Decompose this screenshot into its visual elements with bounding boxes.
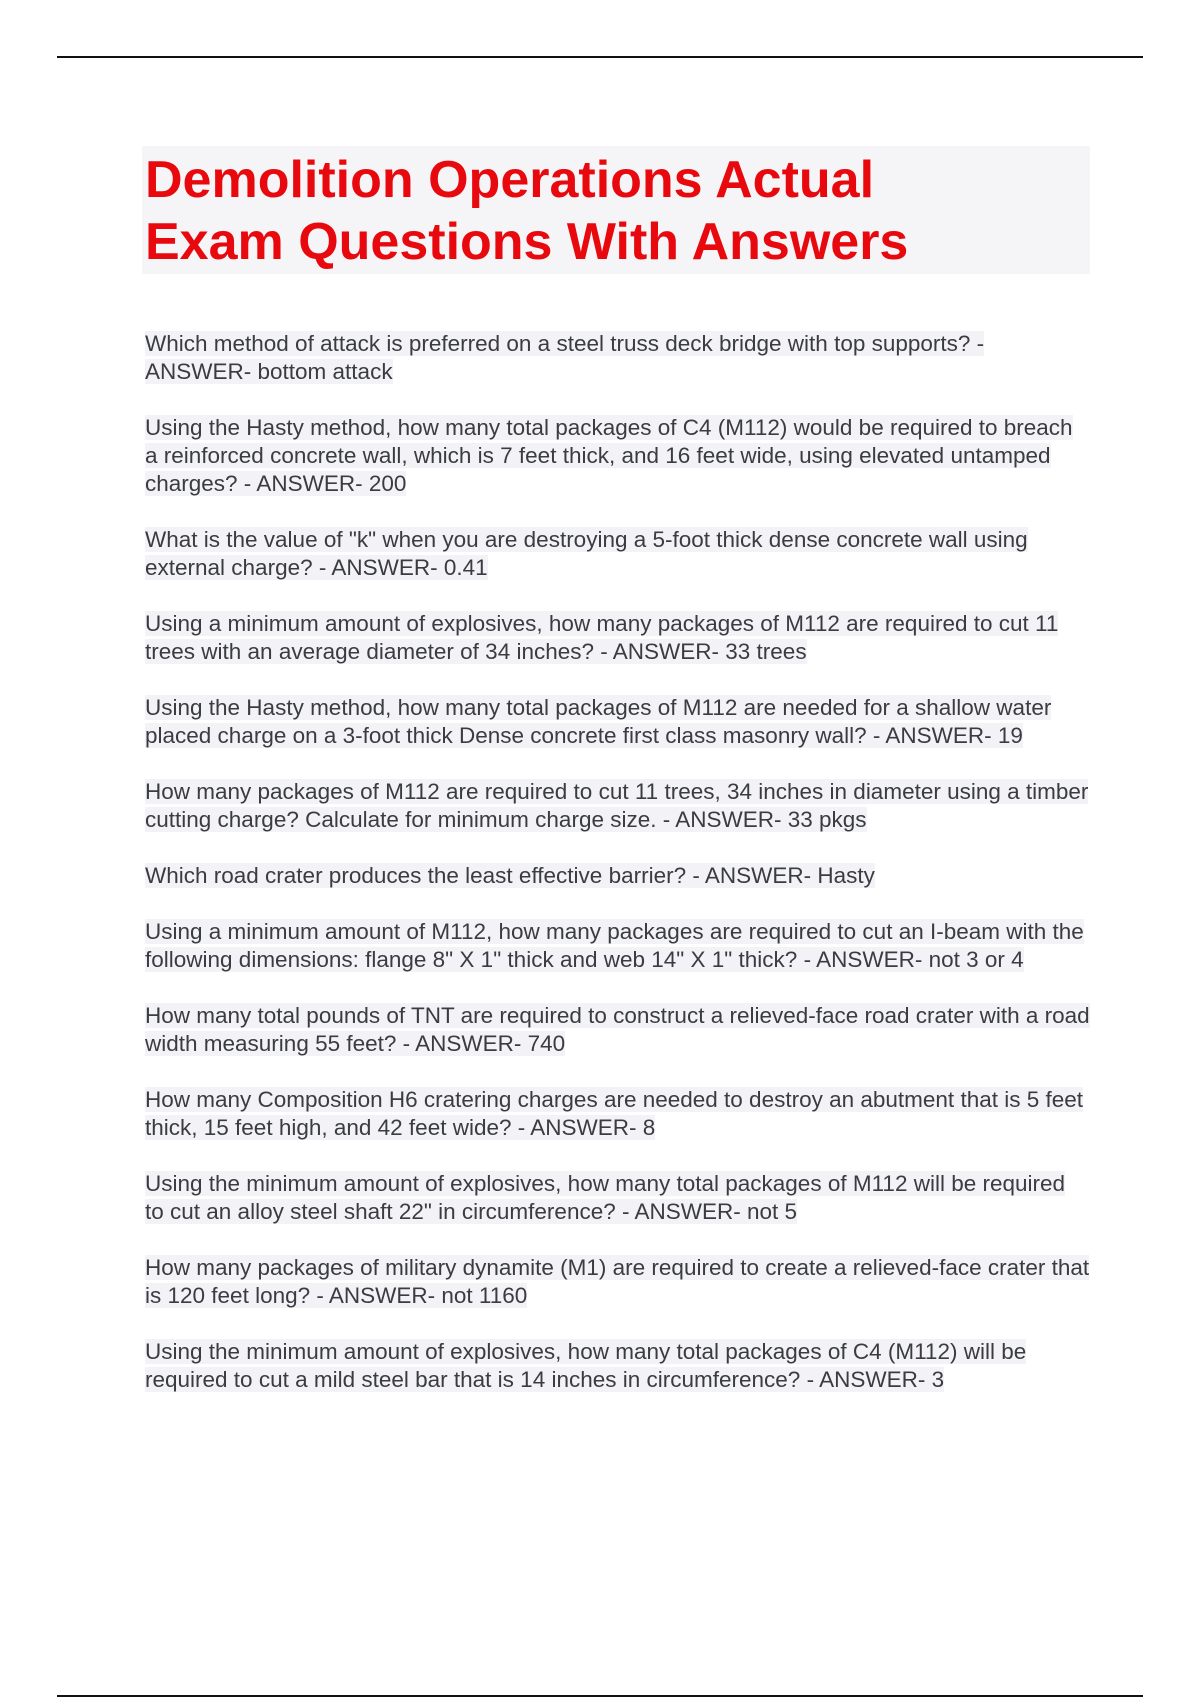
qa-text: Using a minimum amount of M112, how many packages are required to cut an I-beam with the following dimensions: flange 8" X 1" thick and web 14" X 1" thick? - ANSWER- not 3 or 4 <box>145 919 1084 972</box>
qa-item <box>145 414 1090 498</box>
title-line-2: Exam Questions With Answers <box>145 213 909 271</box>
qa-item <box>145 610 1090 666</box>
qa-item <box>145 1338 1090 1394</box>
qa-item <box>145 862 1090 890</box>
header-rule <box>57 56 1143 58</box>
qa-text: How many total pounds of TNT are required to construct a relieved-face road crater with a road width measuring 55 feet? - ANSWER- 740 <box>145 1003 1090 1056</box>
qa-text: Using the minimum amount of explosives, how many total packages of C4 (M112) will be required to cut a mild steel bar that is 14 inches in circumference? - ANSWER- 3 <box>145 1339 1027 1392</box>
qa-text: Which road crater produces the least effective barrier? - ANSWER- Hasty <box>145 863 875 888</box>
qa-text: What is the value of "k" when you are destroying a 5-foot thick dense concrete wall using external charge? - ANSWER- 0.41 <box>145 527 1028 580</box>
qa-item <box>145 526 1090 582</box>
qa-text: Using a minimum amount of explosives, how many packages of M112 are required to cut 11 trees with an average diameter of 34 inches? - ANSWER- 33 trees <box>145 611 1059 664</box>
footer-rule <box>57 1695 1143 1697</box>
qa-item <box>145 1086 1090 1142</box>
qa-list <box>145 330 1090 1422</box>
qa-text: Which method of attack is preferred on a steel truss deck bridge with top supports? - ANSWER- bottom attack <box>145 331 985 384</box>
qa-text: Using the Hasty method, how many total packages of C4 (M112) would be required to breach a reinforced concrete wall, which is 7 feet thick, and 16 feet wide, using elevated untamped charges? - ANSWER- 200 <box>145 415 1073 496</box>
qa-item <box>145 778 1090 834</box>
qa-item <box>145 1254 1090 1310</box>
qa-item <box>145 330 1090 386</box>
qa-text: How many Composition H6 cratering charges are needed to destroy an abutment that is 5 feet thick, 15 feet high, and 42 feet wide? - ANSWER- 8 <box>145 1087 1084 1140</box>
qa-text: Using the minimum amount of explosives, how many total packages of M112 will be required to cut an alloy steel shaft 22" in circumference? - ANSWER- not 5 <box>145 1171 1066 1224</box>
qa-item <box>145 918 1090 974</box>
qa-item <box>145 1002 1090 1058</box>
qa-text: Using the Hasty method, how many total packages of M112 are needed for a shallow water placed charge on a 3-foot thick Dense concrete first class masonry wall? - ANSWER- 19 <box>145 695 1052 748</box>
qa-item <box>145 1170 1090 1226</box>
title-line-1: Demolition Operations Actual <box>145 151 875 209</box>
qa-text: How many packages of military dynamite (M1) are required to create a relieved-face crater that is 120 feet long? - ANSWER- not 1160 <box>145 1255 1090 1308</box>
qa-item <box>145 694 1090 750</box>
document-title <box>142 146 1090 274</box>
qa-text: How many packages of M112 are required to cut 11 trees, 34 inches in diameter using a timber cutting charge? Calculate for minimum charge size. - ANSWER- 33 pkgs <box>145 779 1089 832</box>
